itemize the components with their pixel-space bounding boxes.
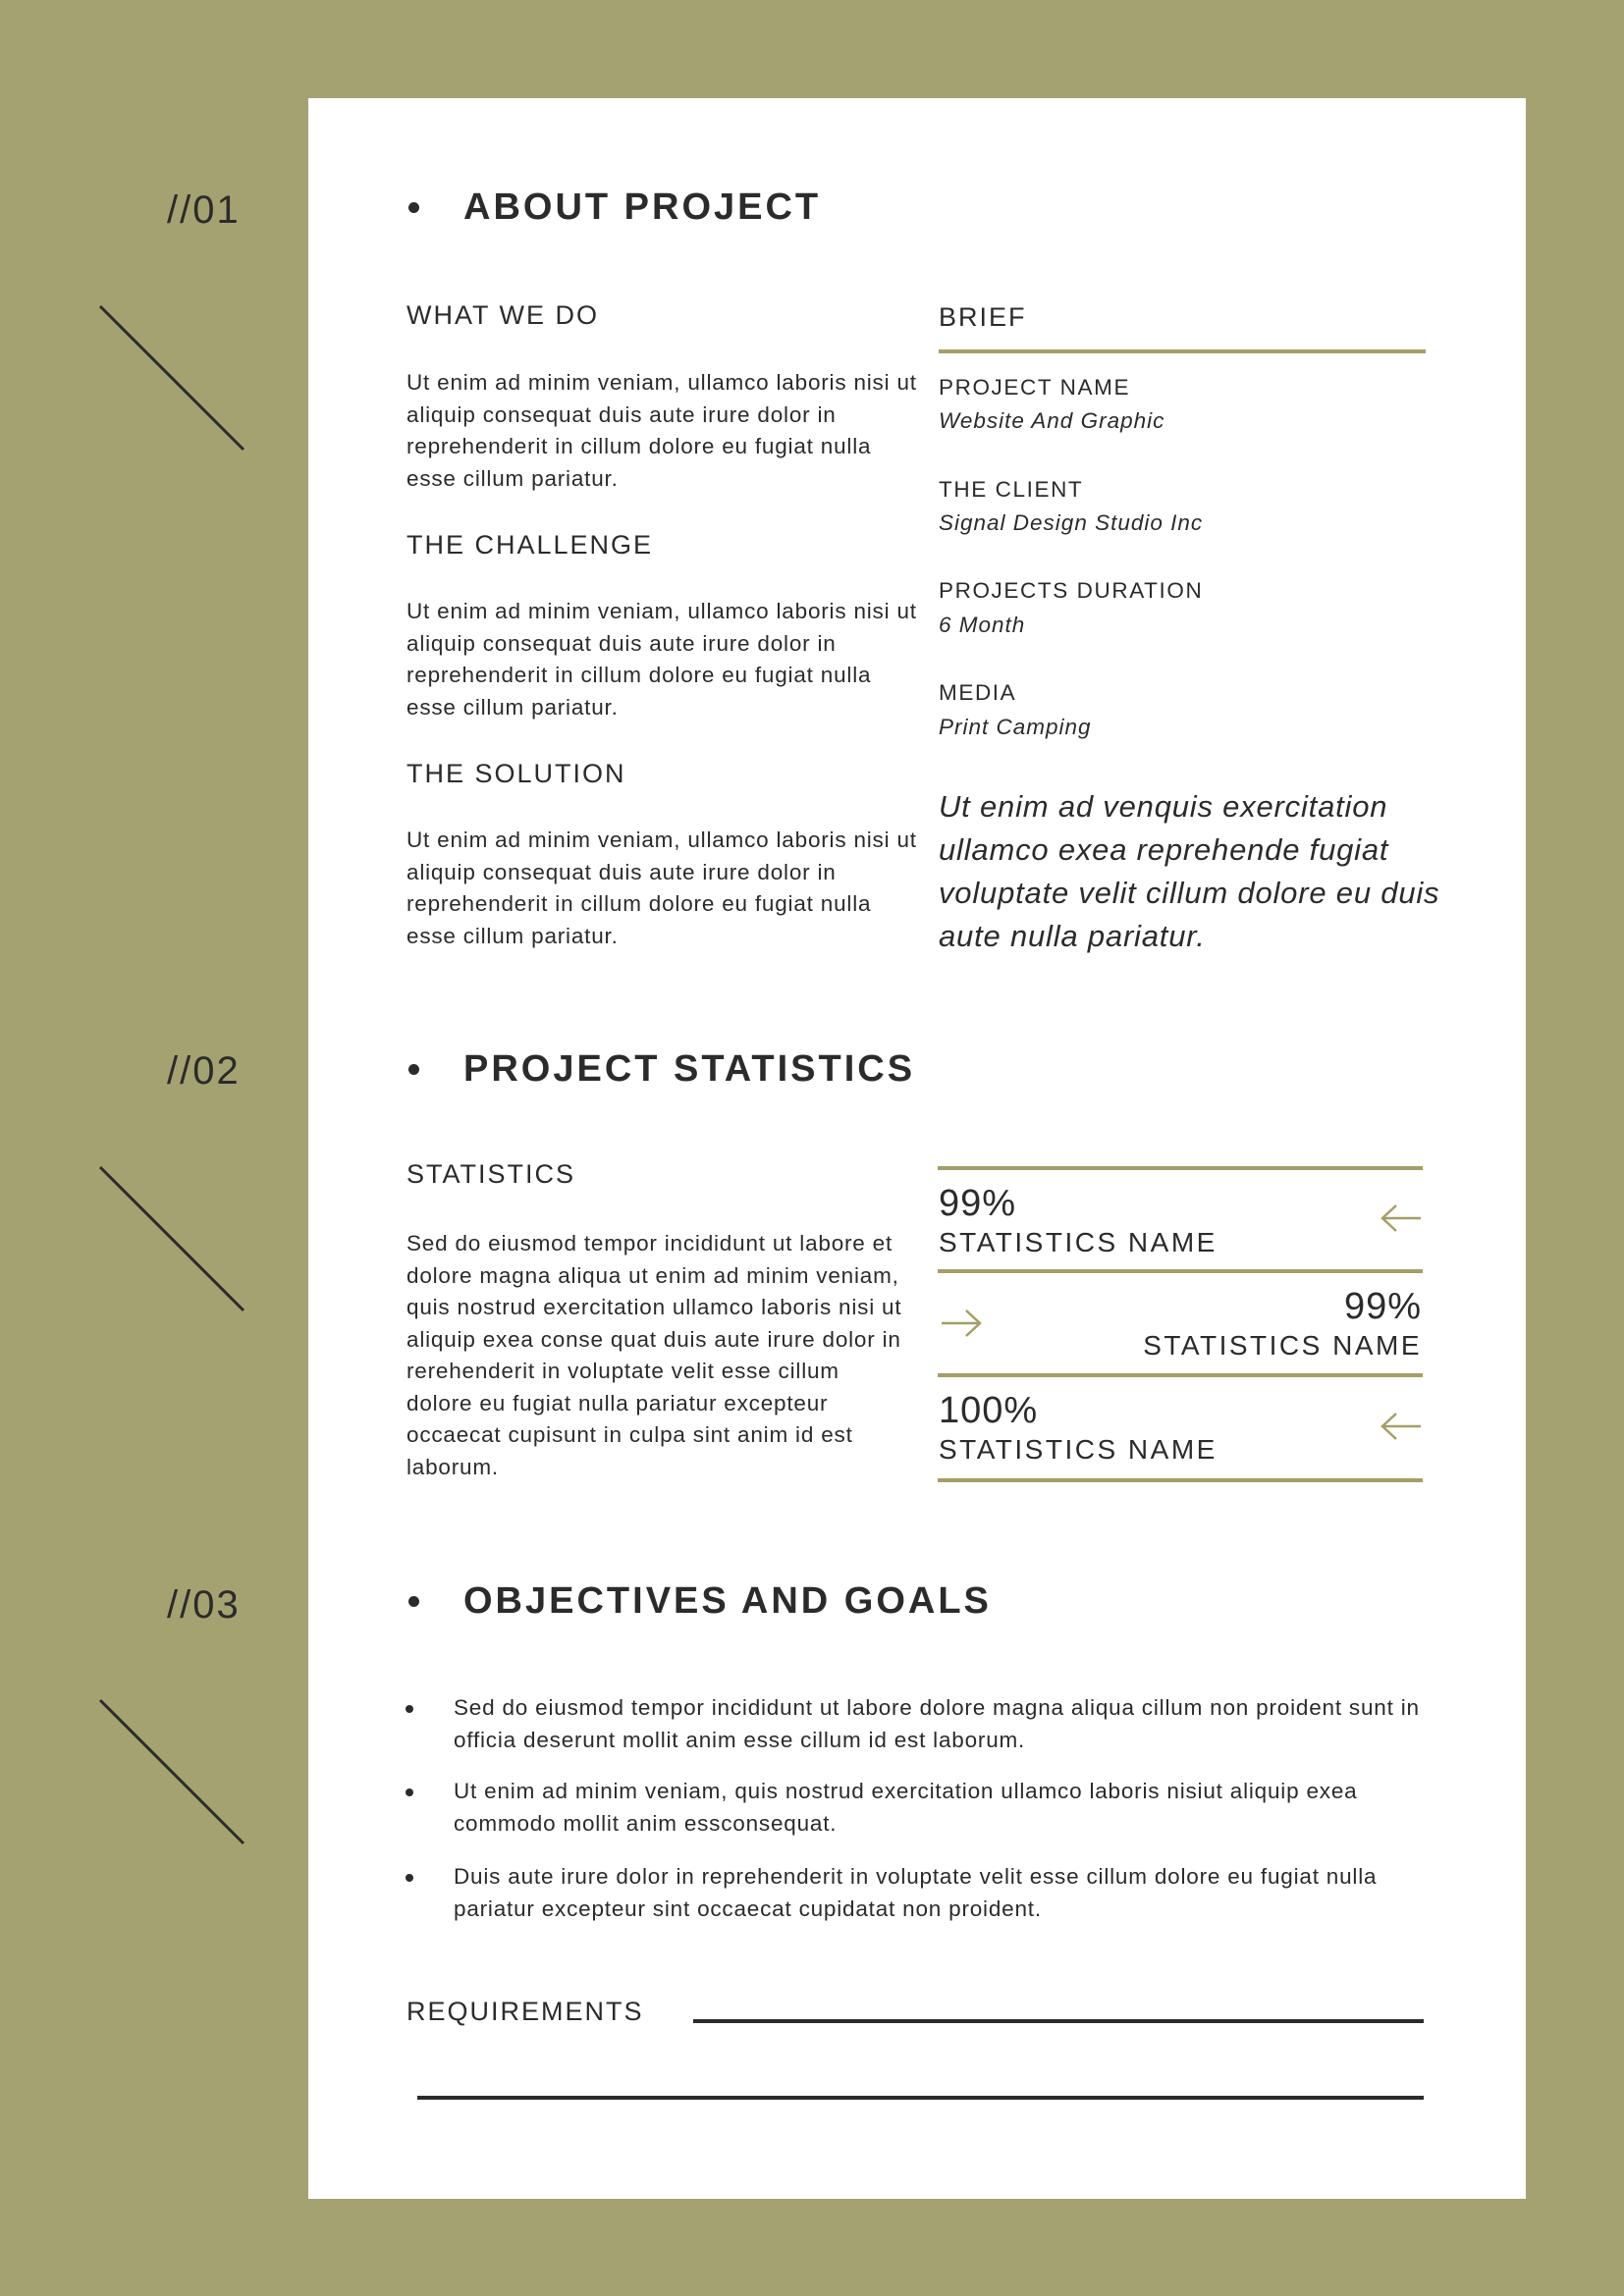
stat-name: STATISTICS NAME xyxy=(939,1434,1218,1465)
requirements-line-2 xyxy=(417,2096,1424,2100)
bullet-icon xyxy=(408,1064,419,1075)
diagonal-line-decoration xyxy=(98,1165,245,1312)
requirements-line xyxy=(693,2019,1424,2023)
stat-name: STATISTICS NAME xyxy=(939,1227,1218,1257)
stat-value: 99% xyxy=(1343,1286,1422,1327)
brief-value-media: Print Camping xyxy=(939,715,1092,739)
section-number: //01 xyxy=(167,188,241,232)
statistics-heading: STATISTICS xyxy=(406,1159,576,1189)
stat-divider xyxy=(938,1478,1423,1482)
section-title xyxy=(405,187,821,229)
stat-name: STATISTICS NAME xyxy=(1143,1330,1422,1361)
right-arrow-icon xyxy=(940,1308,983,1338)
solution-heading: THE SOLUTION xyxy=(406,759,626,788)
brief-value-project-name: Website And Graphic xyxy=(939,408,1165,433)
goal-item: Ut enim ad minim veniam, quis nostrud exercitation ullamco laboris nisiut aliquip exea commodo mollit anim essconsequat. xyxy=(454,1779,1358,1836)
section-number: //03 xyxy=(167,1583,241,1627)
diagonal-line-decoration xyxy=(98,304,245,452)
brief-divider xyxy=(939,349,1426,353)
goal-item: Sed do eiusmod tempor incididunt ut labore dolore magna aliqua cillum non proident sunt in officia deserunt mollit anim esse cillum id est laborum. xyxy=(454,1695,1420,1752)
statistics-text: Sed do eiusmod tempor incididunt ut labore et dolore magna aliqua ut enim ad minim veniam, quis nostrud exercitation ullamco laboris nisi ut aliquip exea conse quat duis aute irure dolor in rerehenderit in voluptate velit esse cillum dolore eu fugiat nulla pariatur excepteur occaecat cupisunt in culpa sint anim id est laborum. xyxy=(406,1231,902,1479)
stat-divider xyxy=(938,1166,1423,1170)
pull-quote: Ut enim ad venquis exercitation ullamco exea reprehende fugiat voluptate velit cillum dolore eu duis aute nulla pariatur. xyxy=(939,789,1440,953)
brief-value-duration: 6 Month xyxy=(939,613,1026,637)
bullet-icon xyxy=(406,1705,413,1713)
brief-label-media: MEDIA xyxy=(939,680,1017,705)
section-number: //02 xyxy=(167,1049,241,1093)
goal-item: Duis aute irure dolor in reprehenderit in voluptate velit esse cillum dolore eu fugiat nulla pariatur excepteur sint occaecat cupidatat non proident. xyxy=(454,1864,1378,1921)
section-title-text: PROJECT STATISTICS xyxy=(463,1048,916,1090)
section-title-text: OBJECTIVES AND GOALS xyxy=(463,1580,992,1622)
brief-label-client: THE CLIENT xyxy=(939,477,1084,502)
left-arrow-icon xyxy=(1380,1412,1423,1441)
bullet-icon xyxy=(406,1789,413,1796)
bullet-icon xyxy=(406,1874,413,1882)
diagonal-line-decoration xyxy=(98,1698,245,1845)
bullet-icon xyxy=(408,202,419,213)
solution-text: Ut enim ad minim veniam, ullamco laboris nisi ut aliquip consequat duis aute irure dolor in reprehenderit in cillum dolore eu fugiat nulla esse cillum pariatur. xyxy=(406,828,917,948)
requirements-label: REQUIREMENTS xyxy=(406,1997,644,2026)
brief-label-duration: PROJECTS DURATION xyxy=(939,578,1204,603)
stat-value: 99% xyxy=(939,1183,1017,1224)
brief-label-project-name: PROJECT NAME xyxy=(939,375,1131,400)
left-arrow-icon xyxy=(1380,1203,1423,1233)
what-we-do-heading: WHAT WE DO xyxy=(406,300,599,330)
section-title xyxy=(405,1580,992,1623)
section-title xyxy=(405,1048,915,1091)
stat-divider xyxy=(938,1269,1423,1273)
stat-divider xyxy=(938,1373,1423,1377)
challenge-text: Ut enim ad minim veniam, ullamco laboris nisi ut aliquip consequat duis aute irure dolor in reprehenderit in cillum dolore eu fugiat nulla esse cillum pariatur. xyxy=(406,599,917,720)
brief-value-client: Signal Design Studio Inc xyxy=(939,510,1204,535)
bullet-icon xyxy=(408,1596,419,1607)
brief-heading: BRIEF xyxy=(939,302,1027,332)
section-title-text: ABOUT PROJECT xyxy=(463,187,822,228)
stat-value: 100% xyxy=(939,1390,1039,1431)
challenge-heading: THE CHALLENGE xyxy=(406,530,654,560)
what-we-do-text: Ut enim ad minim veniam, ullamco laboris nisi ut aliquip consequat duis aute irure dolor in reprehenderit in cillum dolore eu fugiat nulla esse cillum pariatur. xyxy=(406,370,917,491)
